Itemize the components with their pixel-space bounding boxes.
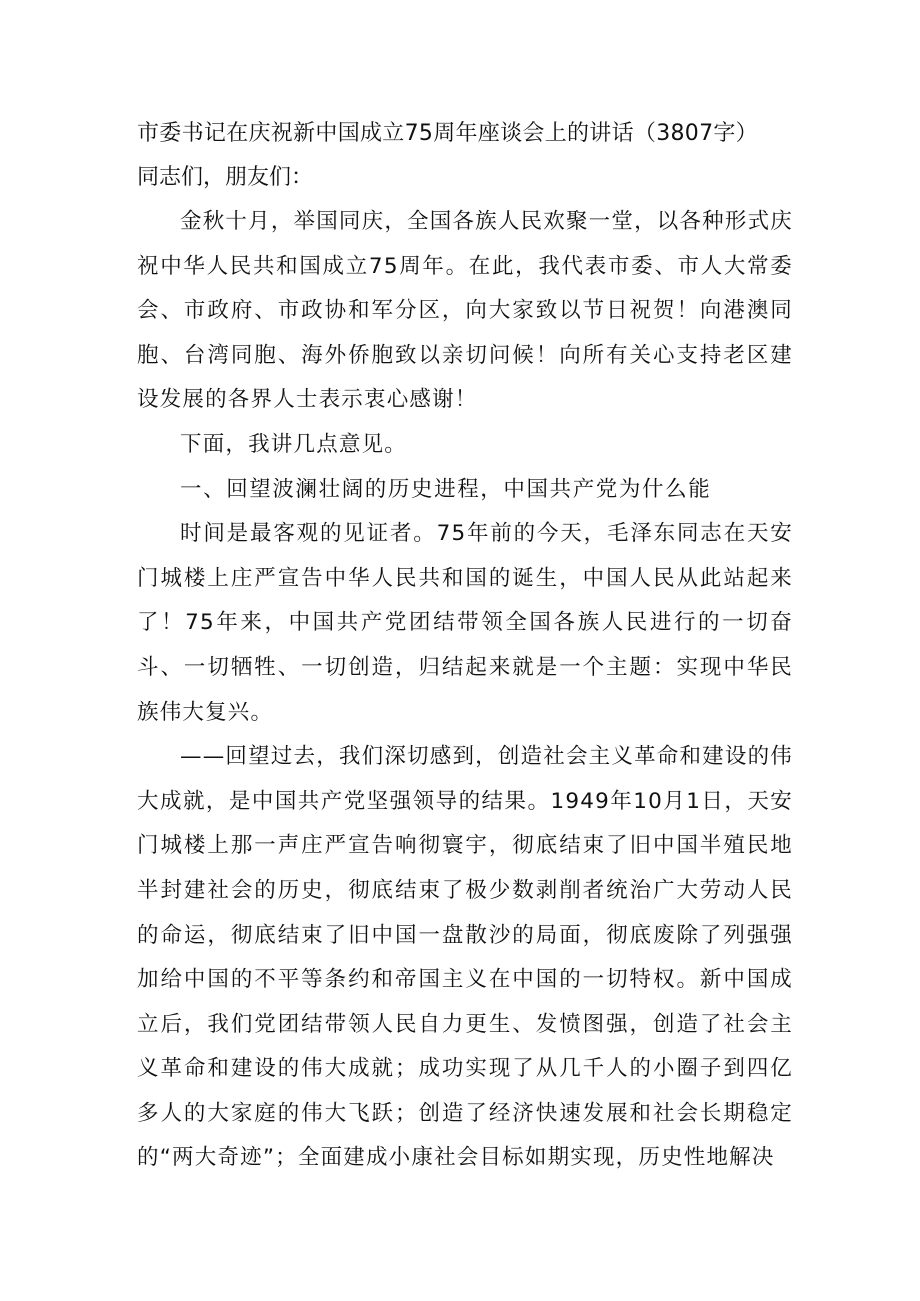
paragraph-opening: 金秋十月，举国同庆，全国各族人民欢聚一堂，以各种形式庆祝中华人民共和国成立75周年。在此，我代表市委、市人大常委会、市政府、市政协和军分区，向大家致以节日祝贺！向港澳同胞、台湾同胞、海外侨胞致以亲切问候！向所有关心支持老区建设发展的各界人士表示衷心感谢！ [137, 209, 793, 413]
document-body [137, 112, 793, 1181]
section-heading-1: 一、回望波澜壮阔的历史进程，中国共产党为什么能 [180, 476, 712, 502]
salutation: 同志们，朋友们： [137, 165, 314, 190]
paragraph-review: ——回望过去，我们深切感到，创造社会主义革命和建设的伟大成就，是中国共产党坚强领导的结果。1949年10月1日，天安门城楼上那一声庄严宣告响彻寰宇，彻底结束了旧中国半殖民地半封建社会的历史，彻底结束了极少数剥削者统治广大劳动人民的命运，彻底结束了旧中国一盘散沙的局面，彻底废除了列强强加给中国的不平等条约和帝国主义在中国的一切特权。新中国成立后，我们党团结带领人民自力更生、发愤图强，创造了社会主义革命和建设的伟大成就；成功实现了从几千人的小圈子到四亿多人的大家庭的伟大飞跃；创造了经济快速发展和社会长期稳定的“两大奇迹”；全面建成小康社会目标如期实现，历史性地解决 [137, 744, 793, 1171]
paragraph-history: 时间是最客观的见证者。75年前的今天，毛泽东同志在天安门城楼上庄严宣告中华人民共和国的诞生，中国人民从此站起来了！75年来，中国共产党团结带领全国各族人民进行的一切奋斗、一切牺牲、一切创造，归结起来就是一个主题：实现中华民族伟大复兴。 [137, 521, 793, 725]
paragraph-intro: 下面，我讲几点意见。 [180, 431, 408, 457]
document-title: 市委书记在庆祝新中国成立75周年座谈会上的讲话（3807字） [137, 121, 758, 146]
